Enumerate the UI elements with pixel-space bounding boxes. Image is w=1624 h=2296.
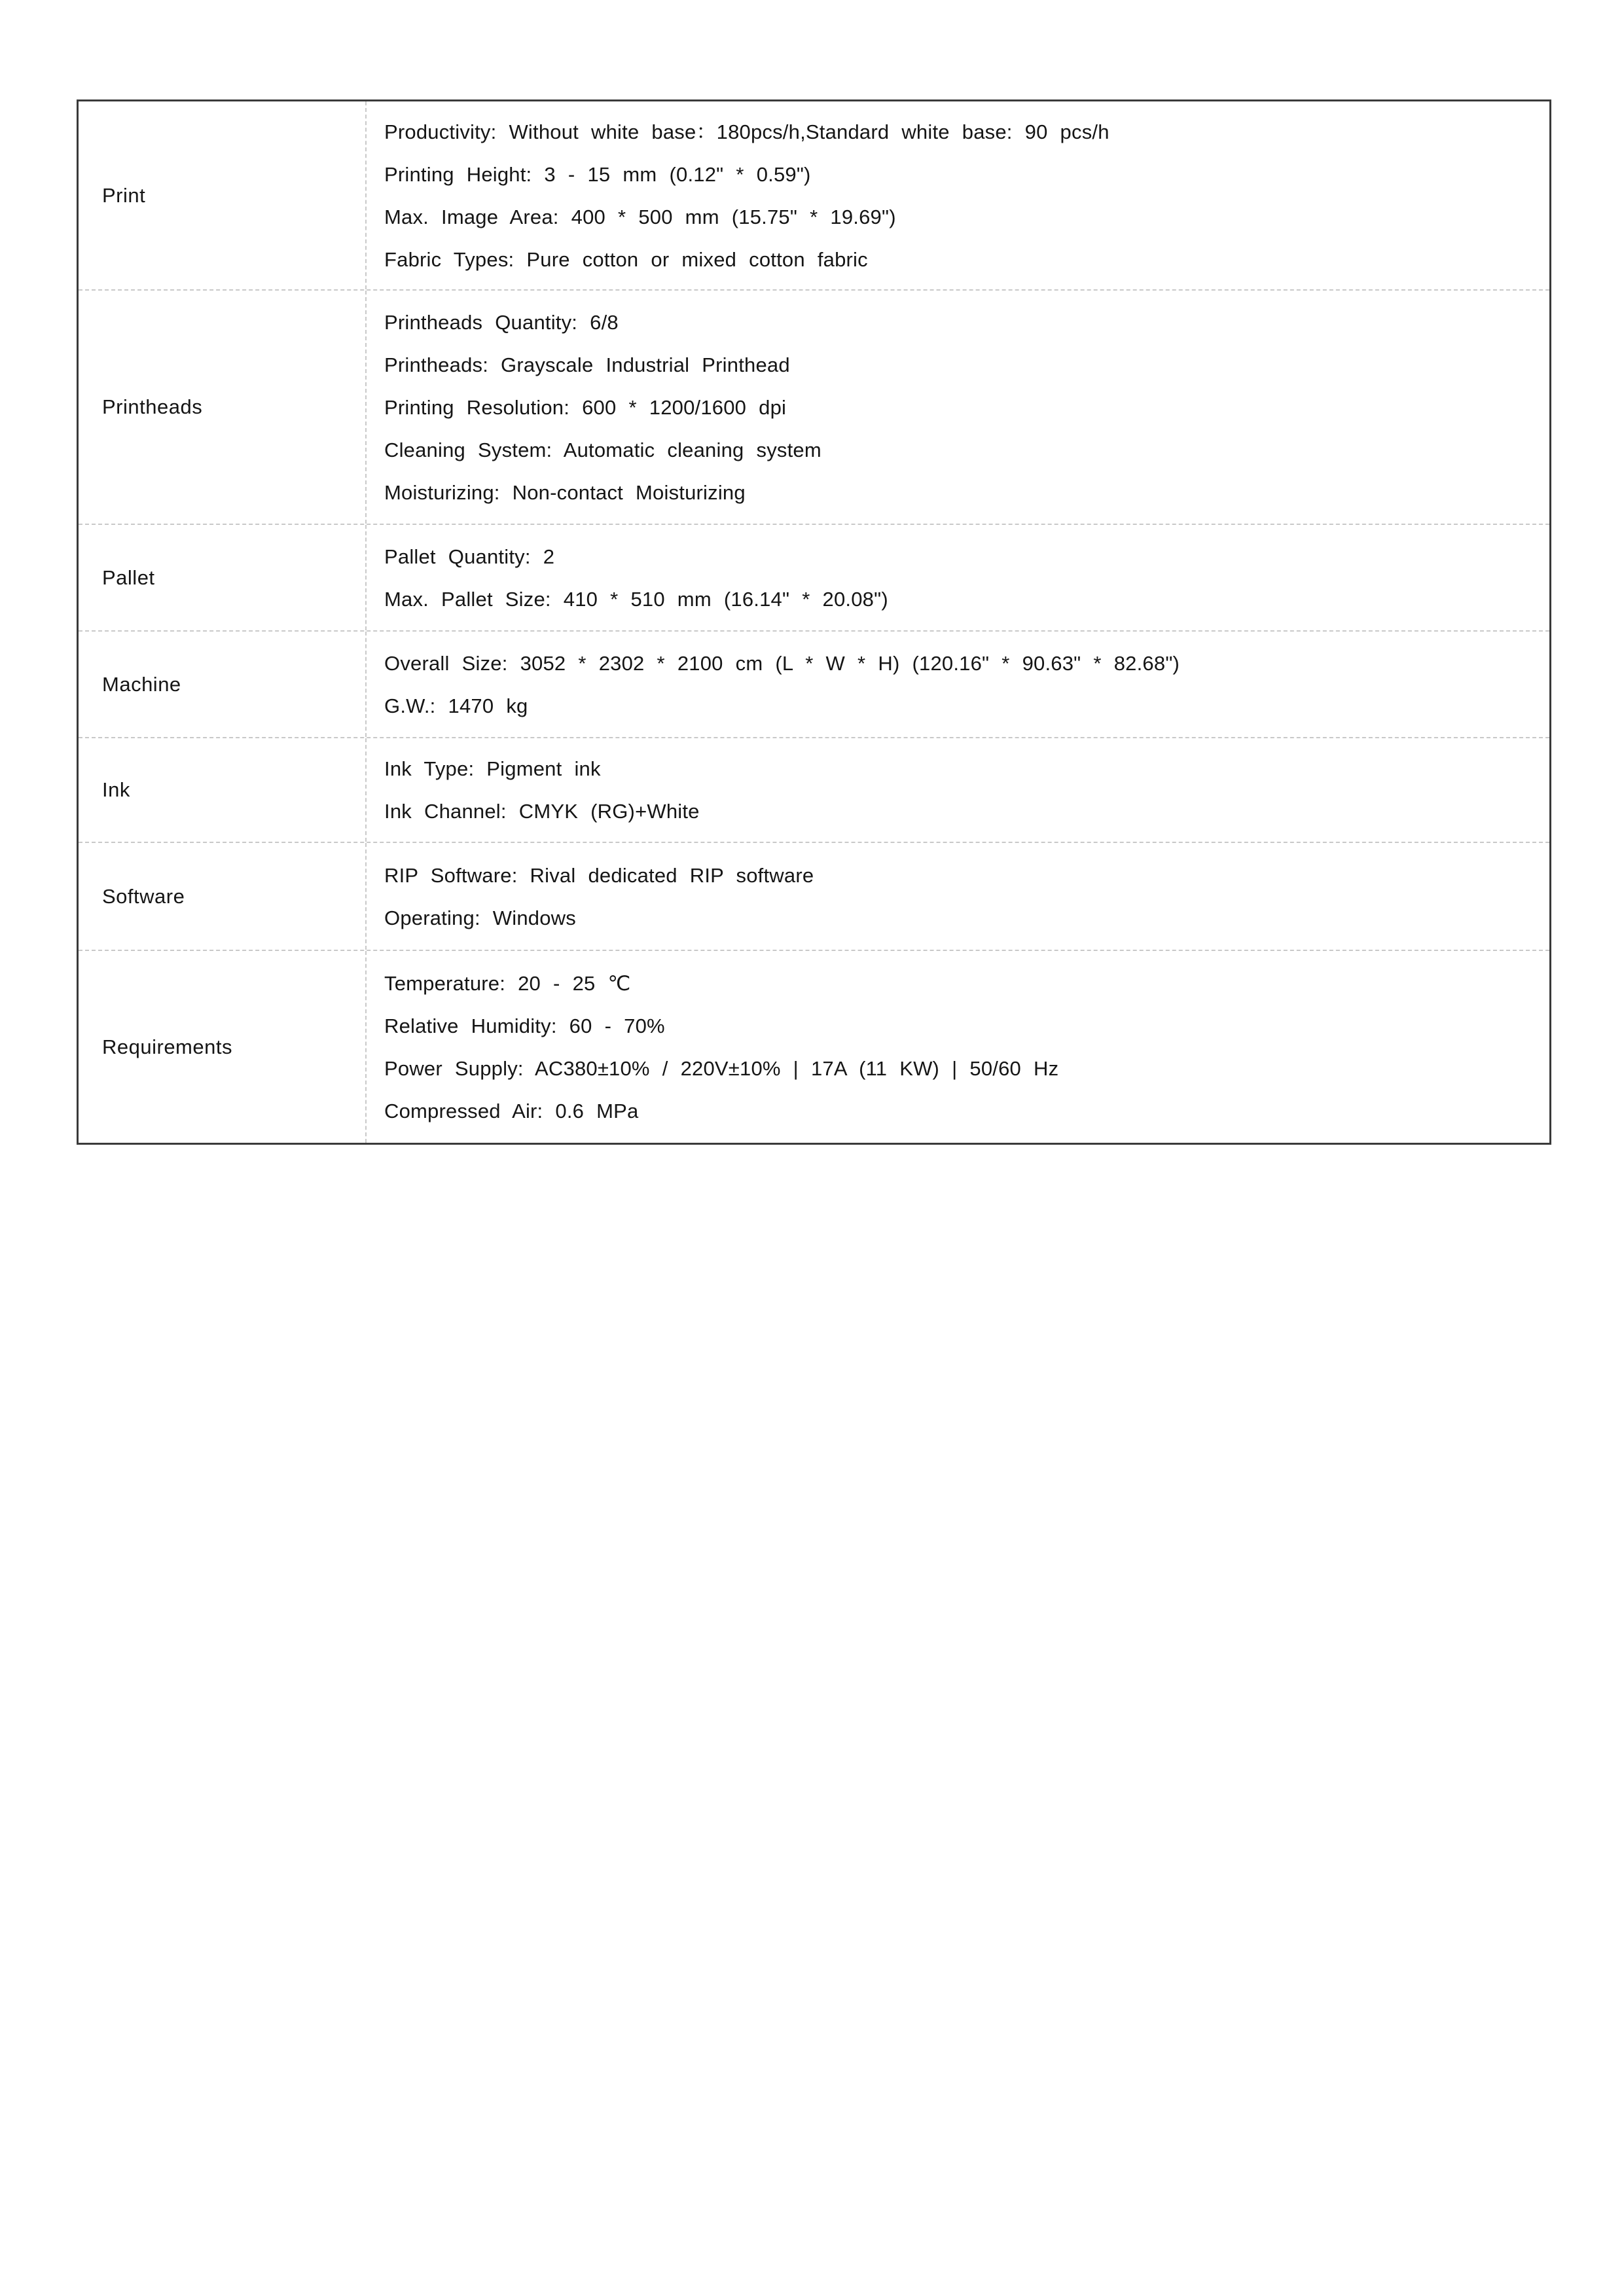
- spec-line: Operating: Windows: [384, 906, 576, 929]
- spec-line: Printheads: Grayscale Industrial Printhead: [384, 353, 790, 376]
- spec-line: Max. Image Area: 400 * 500 mm (15.75" * 19.69"): [384, 205, 896, 228]
- spec-category-label: Machine: [102, 672, 181, 696]
- spec-line: Temperature: 20 - 25 ℃: [384, 971, 631, 995]
- spec-line: Cleaning System: Automatic cleaning system: [384, 438, 821, 461]
- spec-line: Overall Size: 3052 * 2302 * 2100 cm (L * W * H) (120.16" * 90.63" * 82.68"): [384, 651, 1180, 675]
- spec-row-machine: [79, 632, 1549, 738]
- spec-value-cell: [365, 525, 1549, 630]
- spec-value-cell: [365, 951, 1549, 1143]
- spec-category-label: Ink: [102, 778, 130, 801]
- spec-value-cell: [365, 291, 1549, 524]
- spec-row-requirements: [79, 951, 1549, 1143]
- spec-line: Max. Pallet Size: 410 * 510 mm (16.14" * 20.08"): [384, 587, 888, 611]
- spec-line: Compressed Air: 0.6 MPa: [384, 1099, 639, 1122]
- spec-table: [77, 99, 1551, 1145]
- spec-line: G.W.: 1470 kg: [384, 694, 528, 717]
- spec-category-label: Printheads: [102, 395, 203, 418]
- spec-category-label: Requirements: [102, 1035, 232, 1058]
- spec-category-label: Software: [102, 884, 185, 908]
- spec-category-label: Pallet: [102, 565, 155, 589]
- spec-line: Relative Humidity: 60 - 70%: [384, 1014, 665, 1037]
- spec-line: Productivity: Without white base：180pcs/h,Standard white base: 90 pcs/h: [384, 120, 1110, 143]
- spec-line: Moisturizing: Non-contact Moisturizing: [384, 480, 746, 504]
- spec-line: Fabric Types: Pure cotton or mixed cotton fabric: [384, 247, 868, 271]
- spec-line: Power Supply: AC380±10% / 220V±10% | 17A (11 KW) | 50/60 Hz: [384, 1056, 1059, 1080]
- spec-line: Printing Resolution: 600 * 1200/1600 dpi: [384, 395, 787, 419]
- spec-line: Ink Type: Pigment ink: [384, 757, 601, 780]
- spec-line: Printheads Quantity: 6/8: [384, 310, 619, 334]
- spec-value-cell: [365, 738, 1549, 842]
- spec-row-printheads: [79, 291, 1549, 525]
- spec-value-cell: [365, 843, 1549, 950]
- spec-row-pallet: [79, 525, 1549, 632]
- spec-line: Pallet Quantity: 2: [384, 545, 555, 568]
- spec-value-cell: [365, 632, 1549, 737]
- spec-row-software: [79, 843, 1549, 951]
- spec-row-ink: [79, 738, 1549, 843]
- spec-line: Printing Height: 3 - 15 mm (0.12" * 0.59"): [384, 162, 811, 186]
- spec-line: Ink Channel: CMYK (RG)+White: [384, 800, 700, 823]
- spec-row-print: [79, 101, 1549, 291]
- spec-line: RIP Software: Rival dedicated RIP software: [384, 863, 814, 887]
- spec-value-cell: [365, 101, 1549, 289]
- spec-category-label: Print: [102, 183, 146, 207]
